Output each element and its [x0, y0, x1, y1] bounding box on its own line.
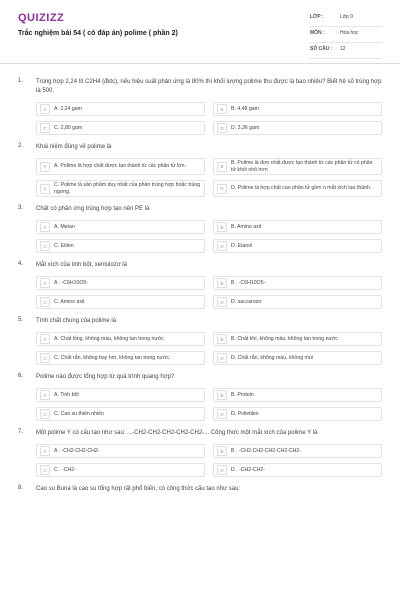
question-6	[18, 373, 382, 421]
question-number: 6.	[18, 373, 24, 379]
question-2	[18, 143, 382, 197]
option-d[interactable]	[213, 180, 382, 197]
question-text: Chất có phản ứng trùng hợp tạo nên PE là	[36, 206, 150, 212]
question-4	[18, 261, 382, 309]
option-b[interactable]	[213, 444, 382, 458]
option-b[interactable]	[213, 102, 382, 116]
option-letter: A	[40, 162, 50, 172]
question-7	[18, 429, 382, 477]
option-text: B . -CH2-CH2-CH2-CH2-CH2-	[231, 447, 302, 454]
option-text: D . -CH2-CH2-	[231, 466, 266, 473]
worksheet-header	[0, 0, 400, 64]
option-letter: A	[40, 222, 50, 232]
worksheet-title: Trắc nghiệm bài 54 ( có đáp án) polime ( phần 2)	[18, 30, 178, 37]
option-c[interactable]	[36, 351, 205, 365]
question-text: Tính chất chung của polime là	[36, 318, 117, 324]
meta-value: Hóa học	[340, 30, 359, 36]
option-letter: C	[40, 297, 50, 307]
option-letter: D	[217, 465, 227, 475]
option-letter: D	[217, 184, 227, 194]
option-b[interactable]	[213, 388, 382, 402]
option-d[interactable]	[213, 239, 382, 253]
worksheet-meta	[310, 14, 382, 62]
option-text: C. Amino axit	[54, 298, 85, 305]
quizizz-logo[interactable]: QUIZIZZ	[18, 12, 65, 24]
option-text: C. Chất rắn, không bay hơi, không tan trong nước.	[54, 354, 171, 361]
question-number: 5.	[18, 317, 24, 323]
question-list	[0, 64, 400, 494]
option-letter: A	[40, 104, 50, 114]
option-a[interactable]	[36, 388, 205, 402]
option-letter: C	[40, 123, 50, 133]
option-text: C. Cao su thiên nhiên	[54, 410, 104, 417]
option-letter: B	[217, 222, 227, 232]
option-letter: C	[40, 184, 50, 194]
option-text: C . -CH2-	[54, 466, 76, 473]
option-text: D. Polietilen	[231, 410, 259, 417]
question-text: Mắt xích của tinh bột, xenlulozơ là	[36, 262, 127, 268]
question-1	[18, 78, 382, 135]
question-8	[18, 485, 382, 494]
option-text: C. 2,80 gam	[54, 124, 83, 131]
question-number: 1.	[18, 78, 24, 84]
option-d[interactable]	[213, 351, 382, 365]
option-text: A. Metan	[54, 223, 75, 230]
meta-key: MÔN :	[310, 30, 325, 36]
question-text: Cao su Buna là cao su tổng hợp rất phổ biến, có công thức cấu tạo như sau:	[36, 486, 241, 492]
option-letter: B	[217, 446, 227, 456]
question-text: Một polime Y có cấu tạo như sau: ...-CH2-CH2-CH2-CH2-CH2-... Công thức một mắt xích của polime Y là	[36, 430, 318, 436]
option-a[interactable]	[36, 102, 205, 116]
answer-options	[18, 332, 382, 365]
option-b[interactable]	[213, 332, 382, 346]
option-letter: A	[40, 278, 50, 288]
meta-row-count	[310, 46, 382, 59]
option-text: D. Chất rắn, không màu, không mùi	[231, 354, 313, 361]
question-text: Khái niệm đúng về polime là	[36, 144, 112, 150]
answer-options	[18, 388, 382, 421]
option-a[interactable]	[36, 332, 205, 346]
option-text: A. Tinh bột	[54, 391, 79, 398]
option-text: A. Polime là hợp chất được tạo thành từ các phân tử lớn.	[54, 163, 186, 170]
question-text: Polime nào được tổng hợp từ quá trình quang hợp?	[36, 374, 175, 380]
option-c[interactable]	[36, 180, 205, 197]
option-text: C. Polime là sản phẩm duy nhất của phản trùng hợp hoặc trùng ngưng.	[54, 182, 201, 195]
option-text: D. Polime là hợp chất cao phân tử gồm n mắt xích tạo thành.	[231, 185, 372, 192]
option-letter: A	[40, 334, 50, 344]
option-letter: B	[217, 162, 227, 172]
option-d[interactable]	[213, 295, 382, 309]
option-text: B. Amino axit	[231, 223, 262, 230]
option-a[interactable]	[36, 158, 205, 175]
meta-row-class	[310, 14, 382, 27]
question-number: 4.	[18, 261, 24, 267]
option-text: C. Etilen	[54, 242, 74, 249]
meta-key: SỐ CÂU :	[310, 46, 333, 52]
option-c[interactable]	[36, 239, 205, 253]
option-text: B. Protein	[231, 391, 254, 398]
answer-options	[18, 276, 382, 309]
option-b[interactable]	[213, 220, 382, 234]
option-a[interactable]	[36, 444, 205, 458]
option-letter: D	[217, 241, 227, 251]
option-text: A . -CH2-CH2-CH2-	[54, 447, 100, 454]
option-letter: C	[40, 409, 50, 419]
answer-options	[18, 102, 382, 135]
option-a[interactable]	[36, 220, 205, 234]
answer-options	[18, 158, 382, 197]
option-letter: D	[217, 409, 227, 419]
option-d[interactable]	[213, 463, 382, 477]
option-b[interactable]	[213, 276, 382, 290]
option-text: A. Chất lỏng, không màu, không tan trong nước	[54, 335, 164, 342]
option-letter: D	[217, 123, 227, 133]
option-text: D. 3,36 gam	[231, 124, 260, 131]
option-text: B. Chất khí, không màu, không tan trong nước	[231, 335, 338, 342]
option-letter: A	[40, 390, 50, 400]
question-number: 3.	[18, 205, 24, 211]
option-c[interactable]	[36, 463, 205, 477]
question-5	[18, 317, 382, 365]
option-text: B . -C6H10O5-	[231, 279, 266, 286]
option-text: A . -C6H10O5-	[54, 279, 89, 286]
question-text: Trùng hợp 2,24 lít C2H4 (đktc), nếu hiệu suất phản ứng là 80% thì khối lượng polime thu được là bao nhiêu? Biết hệ số trùng hợp là 500.	[36, 79, 382, 94]
answer-options	[18, 444, 382, 477]
option-letter: A	[40, 446, 50, 456]
option-text: D. saccarozơ	[231, 298, 262, 305]
option-letter: B	[217, 104, 227, 114]
option-letter: B	[217, 278, 227, 288]
option-text: B. 4,48 gam	[231, 105, 259, 112]
option-b[interactable]	[213, 158, 382, 175]
option-a[interactable]	[36, 276, 205, 290]
option-c[interactable]	[36, 121, 205, 135]
meta-row-subject	[310, 30, 382, 43]
question-number: 8.	[18, 485, 24, 491]
option-letter: B	[217, 390, 227, 400]
meta-value: 12	[340, 46, 346, 52]
option-text: A. 2,24 gam	[54, 105, 82, 112]
answer-options	[18, 220, 382, 253]
option-letter: C	[40, 353, 50, 363]
option-letter: B	[217, 334, 227, 344]
option-d[interactable]	[213, 121, 382, 135]
question-number: 7.	[18, 429, 24, 435]
option-letter: D	[217, 297, 227, 307]
option-letter: C	[40, 465, 50, 475]
question-3	[18, 205, 382, 253]
option-d[interactable]	[213, 407, 382, 421]
option-letter: D	[217, 353, 227, 363]
meta-value: Lớp 9	[340, 14, 354, 20]
option-text: D. Etanol	[231, 242, 253, 249]
option-c[interactable]	[36, 407, 205, 421]
option-c[interactable]	[36, 295, 205, 309]
option-text: B. Polime là đơn chất được tạo thành từ các phân tử có phân tử khối nhỏ hơn	[231, 160, 373, 173]
meta-key: LỚP :	[310, 14, 324, 20]
question-number: 2.	[18, 143, 24, 149]
option-letter: C	[40, 241, 50, 251]
